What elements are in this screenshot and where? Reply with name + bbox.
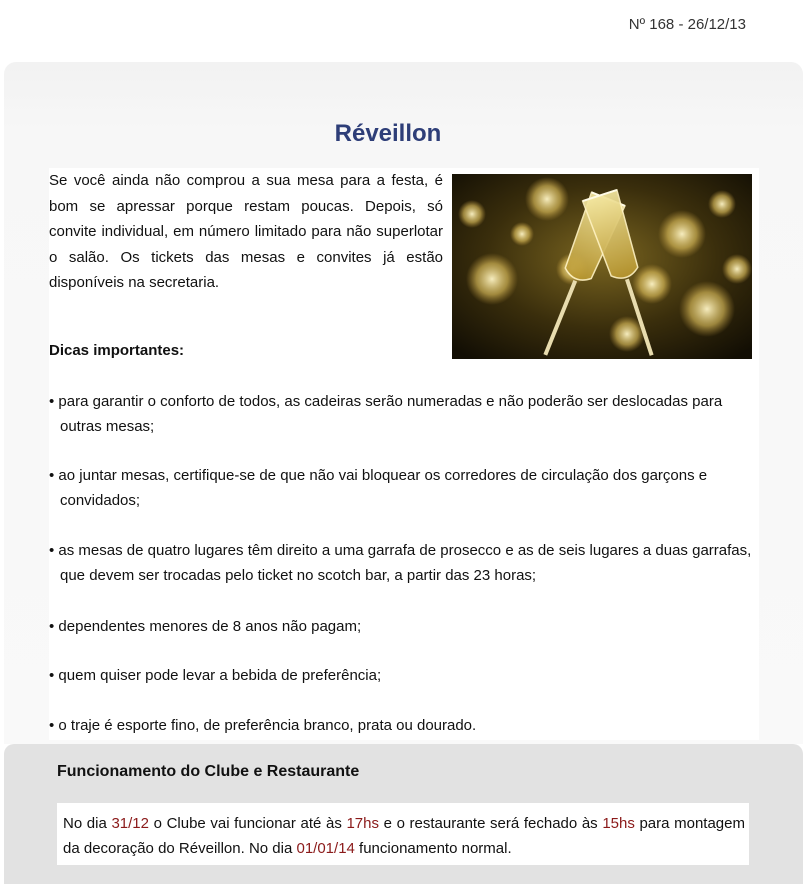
hours-text-part: funcionamento normal. [354, 840, 512, 857]
hours-text-part: para montagem da decoração do Réveillon. No dia [63, 815, 745, 857]
issue-number-date: Nº 168 - 26/12/13 [628, 16, 746, 33]
tip-item: • ao juntar mesas, certifique-se de que não vai bloquear os corredores de circulação dos garçons e convidados; [49, 467, 708, 509]
page-title: Réveillon [334, 120, 442, 147]
hours-heading: Funcionamento do Clube e Restaurante [57, 763, 360, 780]
date-highlight: 31/12 [111, 815, 149, 832]
time-highlight: 17hs [346, 815, 379, 832]
article-content [49, 168, 759, 740]
hours-text-part: e o restaurante será fechado às [378, 815, 603, 832]
hours-text-part: o Clube vai funcionar até às [148, 815, 347, 832]
tip-item: • para garantir o conforto de todos, as cadeiras serão numeradas e não poderão ser deslocadas para outras mesas; [49, 393, 723, 435]
tip-item: • as mesas de quatro lugares têm direito a uma garrafa de prosecco e as de seis lugares a duas garrafas, que devem ser trocadas pelo ticket no scotch bar, a partir das 23 horas; [49, 542, 752, 584]
hours-info-box [57, 803, 749, 865]
hours-paragraph [63, 811, 745, 861]
tip-item: • dependentes menores de 8 anos não pagam; [49, 618, 362, 635]
tip-item: • quem quiser pode levar a bebida de preferência; [49, 667, 382, 684]
tips-heading: Dicas importantes: [49, 342, 185, 359]
hours-text-part: No dia [63, 815, 112, 832]
time-highlight: 15hs [602, 815, 635, 832]
champagne-glasses-icon [452, 174, 752, 359]
date-highlight: 01/01/14 [296, 840, 355, 857]
tip-item: • o traje é esporte fino, de preferência branco, prata ou dourado. [49, 717, 477, 734]
intro-paragraph: Se você ainda não comprou a sua mesa para a festa, é bom se apressar porque restam poucas. Depois, só convite individual, em número limitado para não superlotar o salão. Os tickets das mesas e convites já estão disponíveis na secretaria. [49, 172, 443, 291]
champagne-toast-image [452, 174, 752, 359]
